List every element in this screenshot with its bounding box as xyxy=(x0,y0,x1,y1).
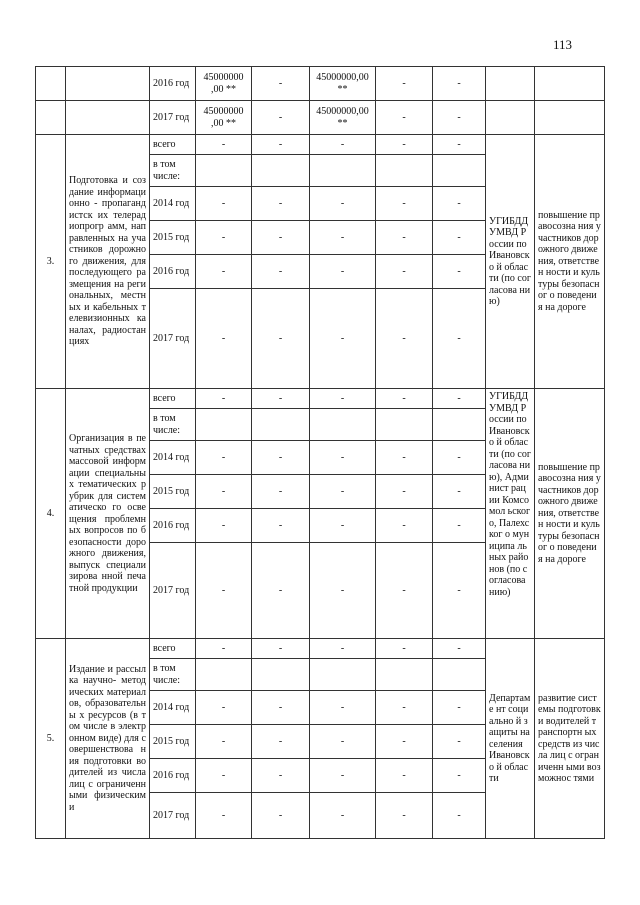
value-cell: - xyxy=(376,691,433,725)
value-cell: - xyxy=(310,389,376,409)
table-row xyxy=(36,101,605,135)
value-cell: - xyxy=(433,793,486,839)
value-cell: - xyxy=(433,759,486,793)
period-cell: всего xyxy=(150,135,196,155)
value-cell: - xyxy=(196,759,252,793)
cell-empty xyxy=(486,67,535,101)
row-number: 5. xyxy=(36,639,66,839)
value-cell: - xyxy=(196,639,252,659)
value-cell: 45000000,00 ** xyxy=(310,101,376,135)
value-cell: 45000000 ,00 ** xyxy=(196,67,252,101)
cell-empty xyxy=(535,101,605,135)
value-cell: - xyxy=(310,509,376,543)
value-cell: - xyxy=(252,255,310,289)
value-cell: - xyxy=(196,543,252,639)
period-cell: 2015 год xyxy=(150,475,196,509)
period-cell: 2017 год xyxy=(150,101,196,135)
value-cell: - xyxy=(310,135,376,155)
value-cell: - xyxy=(252,725,310,759)
cell-empty xyxy=(535,67,605,101)
period-cell: 2016 год xyxy=(150,509,196,543)
table-row xyxy=(36,389,605,409)
value-cell: - xyxy=(310,691,376,725)
value-cell: - xyxy=(252,289,310,389)
value-cell: - xyxy=(376,475,433,509)
executor-cell: УГИБДД УМВД России по Ивановско й области (по согласова нию), Админист рации Комсомол ьского, Палехског о муниципа льных районов (по согласова нию) xyxy=(486,389,535,639)
value-cell: - xyxy=(376,543,433,639)
cell-empty xyxy=(36,67,66,101)
value-cell: - xyxy=(376,793,433,839)
value-cell: - xyxy=(310,441,376,475)
period-cell: всего xyxy=(150,389,196,409)
value-cell: - xyxy=(252,793,310,839)
value-cell: - xyxy=(310,221,376,255)
value-cell: - xyxy=(196,793,252,839)
table-row xyxy=(36,67,605,101)
program-table xyxy=(35,66,605,839)
value-cell: - xyxy=(433,543,486,639)
value-cell: - xyxy=(310,759,376,793)
value-cell: - xyxy=(196,441,252,475)
measure-name: Издание и рассылка научно- методических материалов, образовательны х ресурсов (в том числе в электронном виде) для совершенствова ния подготовки водителей из числа лиц с ограниченными физическими xyxy=(66,639,150,839)
value-cell: - xyxy=(376,67,433,101)
value-cell: - xyxy=(433,221,486,255)
value-cell: - xyxy=(196,475,252,509)
value-cell: - xyxy=(252,135,310,155)
period-cell: 2014 год xyxy=(150,691,196,725)
value-cell: - xyxy=(196,389,252,409)
value-cell: - xyxy=(376,289,433,389)
result-cell: развитие системы подготовки водителей транспортн ых средств из числа лиц с ограниченн ыми возможнос тями xyxy=(535,639,605,839)
value-cell: - xyxy=(310,187,376,221)
executor-cell: УГИБДД УМВД России по Ивановско й области (по согласова нию) xyxy=(486,135,535,389)
value-cell: - xyxy=(376,135,433,155)
period-cell: 2017 год xyxy=(150,793,196,839)
value-cell: - xyxy=(376,441,433,475)
value-cell: - xyxy=(252,187,310,221)
value-cell: - xyxy=(252,509,310,543)
value-cell: - xyxy=(310,793,376,839)
value-cell: - xyxy=(433,67,486,101)
cell-empty xyxy=(66,101,150,135)
cell-empty xyxy=(36,101,66,135)
measure-name: Организация в печатных средствах массовой информации специальных тематических рубрик для систематическо го освещения проблемных вопросов по безопасности дорожного движения, выпуск специализирова нной печатной продукции xyxy=(66,389,150,639)
period-cell: 2014 год xyxy=(150,187,196,221)
value-cell: - xyxy=(196,135,252,155)
period-cell: 2015 год xyxy=(150,725,196,759)
period-cell: 2016 год xyxy=(150,255,196,289)
value-cell: - xyxy=(310,639,376,659)
value-cell: - xyxy=(433,135,486,155)
value-cell: - xyxy=(196,187,252,221)
value-cell: - xyxy=(433,289,486,389)
value-cell: - xyxy=(433,475,486,509)
value-cell: - xyxy=(252,101,310,135)
value-cell: - xyxy=(252,441,310,475)
value-cell: - xyxy=(196,221,252,255)
value-cell: - xyxy=(433,255,486,289)
value-cell: - xyxy=(252,691,310,725)
value-cell: - xyxy=(252,639,310,659)
value-cell: - xyxy=(376,639,433,659)
value-cell: - xyxy=(376,509,433,543)
value-cell: - xyxy=(433,691,486,725)
period-cell: 2015 год xyxy=(150,221,196,255)
period-cell: 2016 год xyxy=(150,759,196,793)
period-cell: в том числе: xyxy=(150,659,196,691)
page-number: 113 xyxy=(553,37,573,52)
value-cell: - xyxy=(433,509,486,543)
value-cell: 45000000,00 ** xyxy=(310,67,376,101)
value-cell: - xyxy=(252,67,310,101)
value-cell: - xyxy=(196,255,252,289)
period-cell: 2017 год xyxy=(150,289,196,389)
value-cell: - xyxy=(252,221,310,255)
value-cell: - xyxy=(252,389,310,409)
value-cell: - xyxy=(196,509,252,543)
value-cell: - xyxy=(433,389,486,409)
value-cell: - xyxy=(310,725,376,759)
value-cell: - xyxy=(252,543,310,639)
cell-empty xyxy=(486,101,535,135)
result-cell: повышение правосозна ния участников дорожного движения, ответствен ности и культуры безопасног о поведения на дороге xyxy=(535,135,605,389)
value-cell: - xyxy=(196,725,252,759)
value-cell: - xyxy=(310,255,376,289)
value-cell: - xyxy=(433,725,486,759)
value-cell: 45000000 ,00 ** xyxy=(196,101,252,135)
period-cell: в том числе: xyxy=(150,155,196,187)
executor-cell: Департаме нт социально й защиты населения Ивановско й области xyxy=(486,639,535,839)
period-cell: 2017 год xyxy=(150,543,196,639)
value-cell: - xyxy=(376,221,433,255)
value-cell: - xyxy=(376,725,433,759)
value-cell: - xyxy=(376,759,433,793)
period-cell: всего xyxy=(150,639,196,659)
value-cell: - xyxy=(376,255,433,289)
value-cell: - xyxy=(433,101,486,135)
value-cell: - xyxy=(196,691,252,725)
value-cell: - xyxy=(433,639,486,659)
result-cell: повышение правосозна ния участников дорожного движения, ответствен ности и культуры безопасног о поведения на дороге xyxy=(535,389,605,639)
table-row xyxy=(36,135,605,155)
value-cell: - xyxy=(196,289,252,389)
period-cell: 2016 год xyxy=(150,67,196,101)
value-cell: - xyxy=(310,475,376,509)
value-cell: - xyxy=(310,289,376,389)
value-cell: - xyxy=(252,475,310,509)
table-row xyxy=(36,639,605,659)
value-cell: - xyxy=(376,101,433,135)
row-number: 3. xyxy=(36,135,66,389)
row-number: 4. xyxy=(36,389,66,639)
value-cell: - xyxy=(433,441,486,475)
cell-empty xyxy=(66,67,150,101)
value-cell: - xyxy=(376,187,433,221)
measure-name: Подготовка и создание информационно - пропагандистск их телерадиопрогр амм, направленных на участников дорожного движения, для последующего размещения на региональных, местных и кабельных телевизионных каналах, радиостанциях xyxy=(66,135,150,389)
period-cell: в том числе: xyxy=(150,409,196,441)
period-cell: 2014 год xyxy=(150,441,196,475)
value-cell: - xyxy=(376,389,433,409)
value-cell: - xyxy=(310,543,376,639)
value-cell: - xyxy=(252,759,310,793)
value-cell: - xyxy=(433,187,486,221)
